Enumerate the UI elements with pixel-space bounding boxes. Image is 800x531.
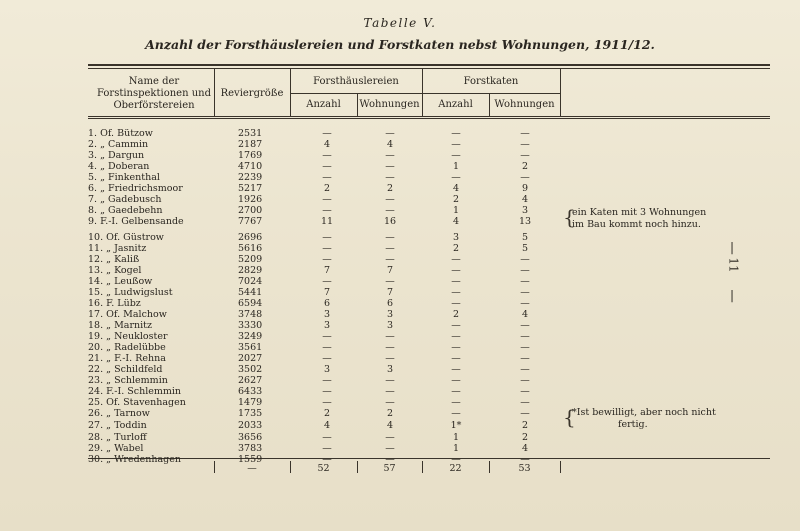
row-fh-anzahl: 3 (323, 364, 331, 375)
table-title: Anzahl der Forsthäuslereien und Forstkaten nebst Wohnungen, 1911/12. (145, 37, 655, 52)
row-reviergroesse: 3783 (238, 443, 263, 454)
row-fh-wohnungen: — (385, 243, 395, 254)
row-fk-wohnungen: — (520, 150, 530, 161)
row-name: 15. „ Ludwigslust (88, 287, 173, 298)
row-fh-anzahl: — (322, 161, 332, 172)
row-fh-wohnungen: — (385, 432, 395, 443)
row-reviergroesse: 2187 (238, 139, 263, 150)
total-fk-wohnungen: 53 (518, 463, 531, 474)
row-fh-anzahl: 3 (323, 320, 331, 331)
row-name: 12. „ Kaliß (88, 254, 140, 265)
row-name: 20. „ Radelübbe (88, 342, 166, 353)
row-name: 5. „ Finkenthal (88, 172, 160, 183)
row-fk-wohnungen: 2 (521, 420, 529, 431)
row-fh-anzahl: — (322, 128, 332, 139)
row-reviergroesse: 3656 (238, 432, 263, 443)
row-fh-wohnungen: — (385, 353, 395, 364)
total-fk-anzahl: 22 (449, 463, 462, 474)
row-fk-anzahl: — (451, 128, 461, 139)
row-name: 1. Of. Bützow (88, 128, 153, 139)
row-fk-anzahl: 1 (452, 205, 460, 216)
row-fk-wohnungen: — (520, 364, 530, 375)
row-fh-anzahl: 11 (320, 216, 334, 227)
row-fh-wohnungen: — (385, 254, 395, 265)
row-fk-wohnungen: 4 (521, 309, 529, 320)
row-reviergroesse: 1769 (238, 150, 263, 161)
header-bottom-rule (88, 116, 770, 117)
row-reviergroesse: 5209 (238, 254, 263, 265)
row-fk-wohnungen: — (520, 408, 530, 419)
row-fh-wohnungen: — (385, 331, 395, 342)
top-rule-thick (88, 64, 770, 66)
row-fh-anzahl: — (322, 342, 332, 353)
row-reviergroesse: 3748 (238, 309, 263, 320)
row-fh-anzahl: — (322, 194, 332, 205)
row-name: 29. „ Wabel (88, 443, 144, 454)
row-fk-wohnungen: 3 (521, 205, 529, 216)
row-fk-wohnungen: — (520, 139, 530, 150)
row-fk-anzahl: — (451, 364, 461, 375)
row-fh-wohnungen: — (385, 150, 395, 161)
row-fk-anzahl: — (451, 265, 461, 276)
row-fh-wohnungen: — (385, 232, 395, 243)
row-fh-wohnungen: — (385, 386, 395, 397)
table-row (0, 139, 800, 150)
table-row (0, 432, 800, 443)
row-reviergroesse: 1735 (238, 408, 263, 419)
row-fh-anzahl: — (322, 375, 332, 386)
table-row (0, 161, 800, 172)
row-reviergroesse: 1559 (238, 454, 263, 465)
table-row (0, 331, 800, 342)
table-row (0, 420, 800, 431)
row-reviergroesse: 2700 (238, 205, 263, 216)
row-fh-wohnungen: — (385, 205, 395, 216)
row-fh-anzahl: — (322, 150, 332, 161)
row-fk-anzahl: — (451, 150, 461, 161)
row-fk-wohnungen: 9 (521, 183, 529, 194)
top-rule-thin (88, 68, 770, 69)
row-fh-wohnungen: — (385, 443, 395, 454)
row-fk-anzahl: — (451, 454, 461, 465)
row-fh-wohnungen: 4 (386, 420, 394, 431)
row-name: 24. F.-I. Schlemmin (88, 386, 182, 397)
total-rev: — (247, 463, 257, 474)
row-reviergroesse: 3330 (238, 320, 263, 331)
row-name: 19. „ Neukloster (88, 331, 168, 342)
row-fh-anzahl: — (322, 454, 332, 465)
row-reviergroesse: 7767 (238, 216, 263, 227)
total-bar-1 (214, 461, 215, 473)
table-row (0, 386, 800, 397)
total-fh-wohnungen: 57 (383, 463, 396, 474)
row-fk-wohnungen: — (520, 265, 530, 276)
row-fk-wohnungen: — (520, 342, 530, 353)
row-reviergroesse: 3561 (238, 342, 263, 353)
row-fk-wohnungen: — (520, 353, 530, 364)
row-fh-anzahl: 4 (323, 139, 331, 150)
table-row (0, 243, 800, 254)
header-name: Name der Forstinspektionen und Oberförstereien (97, 76, 211, 111)
row-fk-wohnungen: — (520, 287, 530, 298)
row-fk-anzahl: 1 (452, 432, 460, 443)
table-row (0, 375, 800, 386)
table-row (0, 254, 800, 265)
row-reviergroesse: 1926 (238, 194, 263, 205)
row-fk-anzahl: 2 (452, 243, 460, 254)
row-fk-wohnungen: — (520, 331, 530, 342)
row-fh-anzahl: — (322, 443, 332, 454)
row-fk-wohnungen: — (520, 298, 530, 309)
row-fh-wohnungen: 7 (386, 287, 394, 298)
row-fk-wohnungen: — (520, 172, 530, 183)
row-fk-anzahl: — (451, 353, 461, 364)
row-reviergroesse: 6433 (238, 386, 263, 397)
row-fk-anzahl: 3 (452, 232, 460, 243)
row-reviergroesse: 5441 (238, 287, 263, 298)
row-fh-anzahl: 2 (323, 183, 331, 194)
row-fk-wohnungen: — (520, 386, 530, 397)
row-fh-wohnungen: 7 (386, 265, 394, 276)
row-name: 14. „ Leußow (88, 276, 153, 287)
row-fk-wohnungen: 5 (521, 243, 529, 254)
row-name: 22. „ Schildfeld (88, 364, 163, 375)
row-name: 2. „ Cammin (88, 139, 149, 150)
row-fh-anzahl: — (322, 331, 332, 342)
row-fk-wohnungen: — (520, 375, 530, 386)
row-fk-anzahl: — (451, 408, 461, 419)
note1-line2: im Bau kommt noch hinzu. (572, 219, 701, 230)
col-divider-6 (560, 69, 561, 117)
margin-dash-bottom: | (730, 288, 735, 302)
row-fh-wohnungen: — (385, 397, 395, 408)
header-fh-anzahl: Anzahl (306, 99, 341, 110)
row-fh-wohnungen: — (385, 172, 395, 183)
header-bottom-rule-2 (88, 118, 770, 119)
row-fh-anzahl: — (322, 232, 332, 243)
row-fk-wohnungen: — (520, 128, 530, 139)
header-fh-wohnungen: Wohnungen (359, 99, 420, 110)
row-fh-wohnungen: — (385, 342, 395, 353)
row-reviergroesse: 3502 (238, 364, 263, 375)
row-name: 21. „ F.-I. Rehna (88, 353, 166, 364)
row-fh-anzahl: — (322, 397, 332, 408)
row-name: 18. „ Marnitz (88, 320, 152, 331)
row-fk-anzahl: — (451, 276, 461, 287)
row-fk-anzahl: 2 (452, 194, 460, 205)
row-fk-anzahl: 2 (452, 309, 460, 320)
row-fh-wohnungen: 3 (386, 320, 394, 331)
row-fk-wohnungen: 13 (518, 216, 532, 227)
table-row (0, 353, 800, 364)
row-fk-anzahl: 1* (450, 420, 462, 431)
row-reviergroesse: 6594 (238, 298, 263, 309)
row-fh-wohnungen: 4 (386, 139, 394, 150)
row-fh-anzahl: 2 (323, 408, 331, 419)
page-number: 11 (726, 257, 741, 273)
table-row (0, 287, 800, 298)
header-fk-wohnungen: Wohnungen (494, 99, 555, 110)
row-fk-anzahl: — (451, 254, 461, 265)
row-fh-wohnungen: — (385, 161, 395, 172)
row-name: 6. „ Friedrichsmoor (88, 183, 183, 194)
header-forsthaeuslereien: Forsthäuslereien (313, 76, 399, 87)
table-row (0, 150, 800, 161)
table-row (0, 276, 800, 287)
row-fk-anzahl: — (451, 320, 461, 331)
table-row (0, 309, 800, 320)
note2-line1: *Ist bewilligt, aber noch nicht (572, 407, 716, 418)
row-fk-anzahl: 1 (452, 161, 460, 172)
table-row (0, 265, 800, 276)
row-name: 11. „ Jasnitz (88, 243, 147, 254)
row-reviergroesse: 2531 (238, 128, 263, 139)
row-fk-wohnungen: 2 (521, 432, 529, 443)
row-fh-anzahl: — (322, 353, 332, 364)
row-fk-anzahl: — (451, 375, 461, 386)
row-name: 25. Of. Stavenhagen (88, 397, 186, 408)
row-name: 13. „ Kogel (88, 265, 142, 276)
row-name: 10. Of. Güstrow (88, 232, 164, 243)
row-fh-anzahl: — (322, 243, 332, 254)
row-fk-wohnungen: 2 (521, 161, 529, 172)
row-reviergroesse: 4710 (238, 161, 263, 172)
row-fh-anzahl: — (322, 172, 332, 183)
table-row (0, 443, 800, 454)
header-reviergroesse: Reviergröße (220, 88, 284, 99)
table-row (0, 298, 800, 309)
row-fk-wohnungen: 4 (521, 443, 529, 454)
row-name: 3. „ Dargun (88, 150, 145, 161)
row-fh-wohnungen: — (385, 375, 395, 386)
table-row (0, 128, 800, 139)
row-fk-anzahl: — (451, 172, 461, 183)
row-fk-anzahl: 1 (452, 443, 460, 454)
table-row (0, 194, 800, 205)
total-fh-anzahl: 52 (317, 463, 330, 474)
row-name: 9. F.-I. Gelbensande (88, 216, 184, 227)
row-fk-anzahl: — (451, 397, 461, 408)
row-name: 7. „ Gadebusch (88, 194, 162, 205)
row-fh-anzahl: — (322, 254, 332, 265)
row-reviergroesse: 7024 (238, 276, 263, 287)
row-name: 26. „ Tarnow (88, 408, 150, 419)
row-fk-wohnungen: — (520, 320, 530, 331)
subheader-rule (290, 93, 560, 94)
row-fk-anzahl: — (451, 298, 461, 309)
row-fh-wohnungen: 2 (386, 408, 394, 419)
row-fh-wohnungen: 3 (386, 309, 394, 320)
row-reviergroesse: 5217 (238, 183, 263, 194)
row-name: 8. „ Gaedebehn (88, 205, 163, 216)
header-forstkaten: Forstkaten (463, 76, 519, 87)
row-name: 23. „ Schlemmin (88, 375, 168, 386)
row-fk-anzahl: 4 (452, 183, 460, 194)
row-fk-anzahl: — (451, 287, 461, 298)
row-fh-wohnungen: 3 (386, 364, 394, 375)
row-reviergroesse: 2627 (238, 375, 263, 386)
row-reviergroesse: 5616 (238, 243, 263, 254)
col-divider-1 (214, 69, 215, 117)
table-caption: Tabelle V. (363, 16, 437, 30)
row-fh-wohnungen: — (385, 128, 395, 139)
row-reviergroesse: 2696 (238, 232, 263, 243)
note2-brace: { (563, 405, 576, 429)
row-name: 17. Of. Malchow (88, 309, 167, 320)
row-fh-anzahl: — (322, 276, 332, 287)
row-fh-anzahl: — (322, 205, 332, 216)
row-fh-wohnungen: 6 (386, 298, 394, 309)
row-fk-wohnungen: — (520, 276, 530, 287)
row-fk-wohnungen: — (520, 454, 530, 465)
row-fk-wohnungen: 5 (521, 232, 529, 243)
row-fh-wohnungen: 2 (386, 183, 394, 194)
table-row (0, 342, 800, 353)
note1-brace: { (563, 205, 576, 229)
note2-line2: fertig. (618, 419, 648, 430)
row-name: 4. „ Doberan (88, 161, 150, 172)
row-fh-anzahl: 7 (323, 287, 331, 298)
note1-line1: ein Katen mit 3 Wohnungen (572, 207, 707, 218)
table-row (0, 364, 800, 375)
row-name: 30. „ Wredenhagen (88, 454, 181, 465)
margin-dash-top: | (730, 240, 735, 254)
row-fh-wohnungen: — (385, 276, 395, 287)
row-fk-anzahl: — (451, 139, 461, 150)
row-fh-anzahl: 3 (323, 309, 331, 320)
row-fh-wohnungen: 16 (383, 216, 397, 227)
row-fk-wohnungen: — (520, 254, 530, 265)
row-fh-anzahl: 7 (323, 265, 331, 276)
row-fh-anzahl: 4 (323, 420, 331, 431)
row-fk-anzahl: 4 (452, 216, 460, 227)
header-fk-anzahl: Anzahl (438, 99, 473, 110)
total-bar-6 (560, 461, 561, 473)
row-reviergroesse: 1479 (238, 397, 263, 408)
row-name: 27. „ Toddin (88, 420, 147, 431)
row-fk-anzahl: — (451, 342, 461, 353)
row-reviergroesse: 2027 (238, 353, 263, 364)
table-row (0, 232, 800, 243)
row-reviergroesse: 2033 (238, 420, 263, 431)
row-name: 28. „ Turloff (88, 432, 147, 443)
row-fk-wohnungen: — (520, 397, 530, 408)
row-fh-wohnungen: — (385, 454, 395, 465)
row-fk-wohnungen: 4 (521, 194, 529, 205)
row-fk-anzahl: — (451, 331, 461, 342)
row-reviergroesse: 2239 (238, 172, 263, 183)
table-row (0, 183, 800, 194)
row-fh-anzahl: — (322, 386, 332, 397)
row-fk-anzahl: — (451, 386, 461, 397)
row-fh-anzahl: 6 (323, 298, 331, 309)
row-reviergroesse: 2829 (238, 265, 263, 276)
table-row (0, 172, 800, 183)
table-row (0, 320, 800, 331)
row-fh-wohnungen: — (385, 194, 395, 205)
row-fh-anzahl: — (322, 432, 332, 443)
row-name: 16. F. Lübz (88, 298, 141, 309)
row-reviergroesse: 3249 (238, 331, 263, 342)
